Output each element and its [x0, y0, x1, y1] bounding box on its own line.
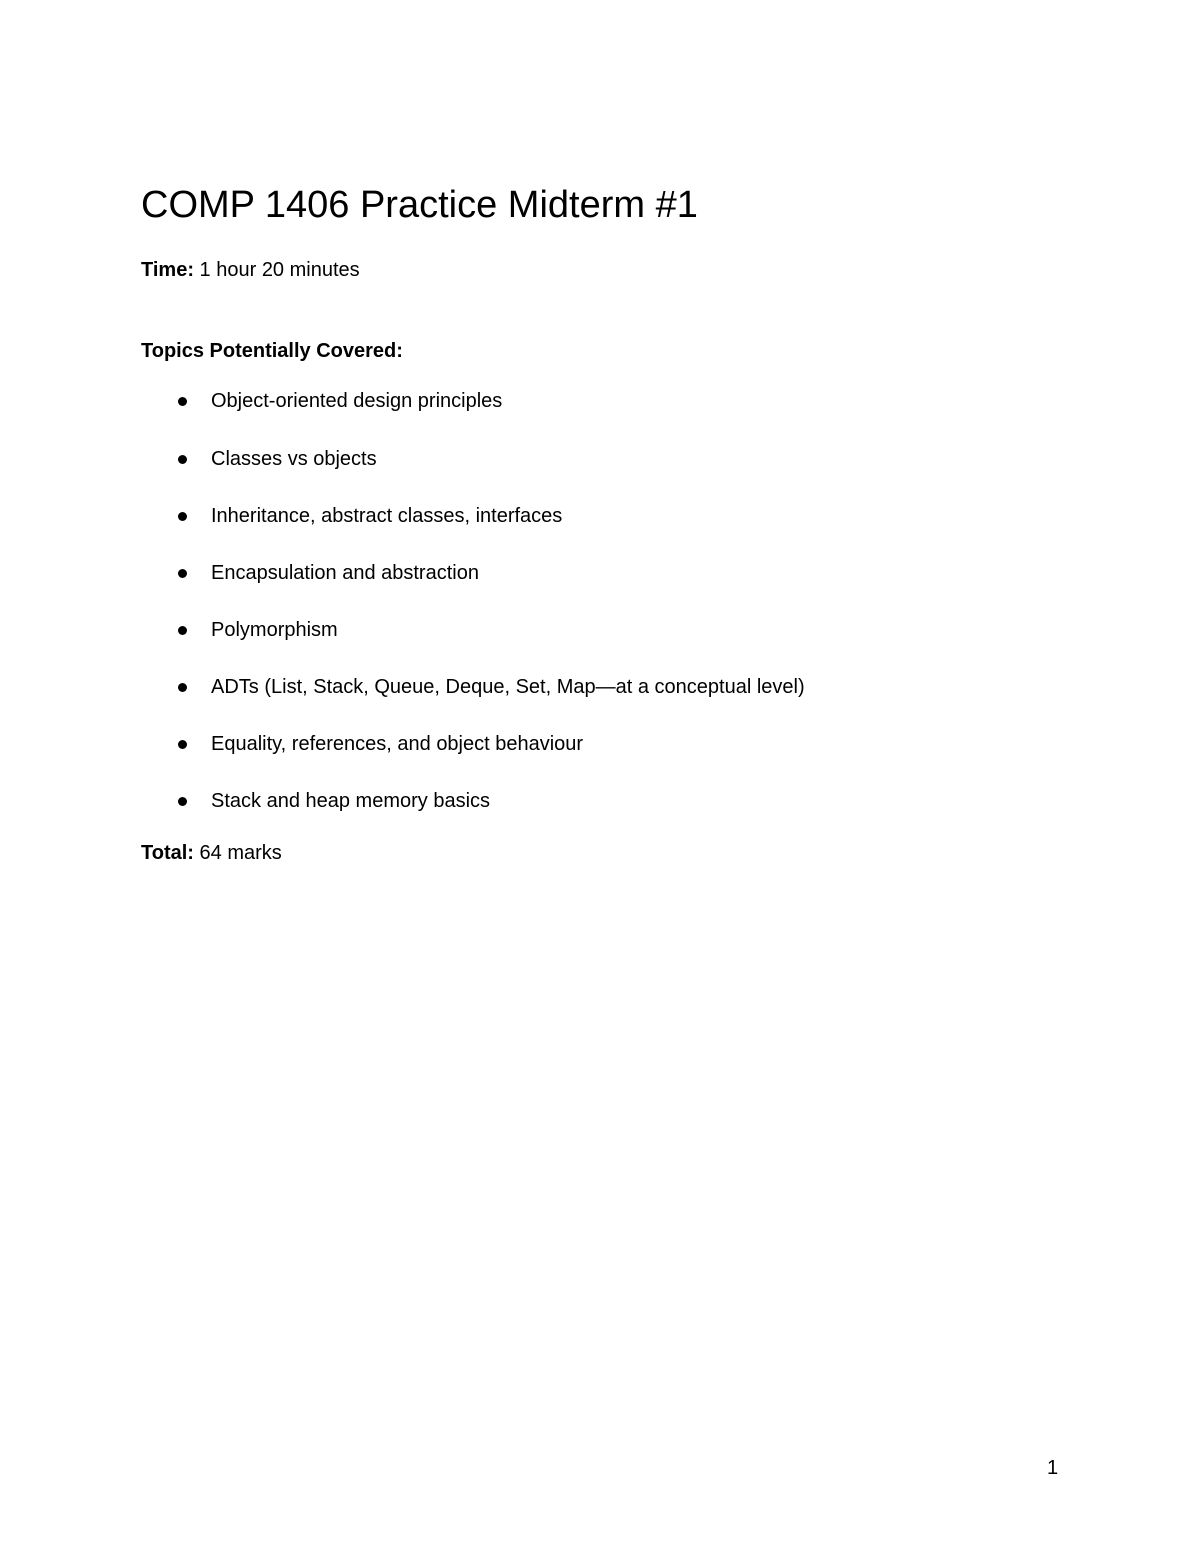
total-value: 64 marks: [199, 842, 282, 864]
topic-text: Object-oriented design principles: [211, 390, 503, 412]
bullet-icon: [178, 455, 187, 464]
bullet-icon: [178, 569, 187, 578]
time-label: Time:: [141, 259, 194, 281]
page-number: 1: [1047, 1457, 1059, 1479]
topic-text: Polymorphism: [211, 619, 338, 641]
bullet-icon: [178, 683, 187, 692]
page-title: COMP 1406 Practice Midterm #1: [141, 184, 698, 226]
list-item: [0, 503, 1000, 529]
topic-text: ADTs (List, Stack, Queue, Deque, Set, Map—at a conceptual level): [211, 676, 805, 698]
total-line: [141, 840, 282, 866]
bullet-icon: [178, 740, 187, 749]
total-label: Total:: [141, 842, 194, 864]
topics-heading: Topics Potentially Covered:: [141, 340, 403, 362]
time-value: 1 hour 20 minutes: [199, 259, 360, 281]
list-item: [0, 731, 1000, 757]
list-item: [0, 388, 1000, 414]
bullet-icon: [178, 626, 187, 635]
topic-text: Stack and heap memory basics: [211, 790, 491, 812]
topic-text: Classes vs objects: [211, 448, 377, 470]
list-item: [0, 446, 1000, 472]
list-item: [0, 674, 1000, 700]
list-item: [0, 788, 1000, 814]
bullet-icon: [178, 397, 187, 406]
topic-text: Encapsulation and abstraction: [211, 562, 479, 584]
time-line: [141, 257, 360, 283]
list-item: [0, 560, 1000, 586]
topic-text: Inheritance, abstract classes, interfaces: [211, 505, 563, 527]
bullet-icon: [178, 797, 187, 806]
list-item: [0, 617, 1000, 643]
topic-text: Equality, references, and object behaviour: [211, 733, 584, 755]
bullet-icon: [178, 512, 187, 521]
